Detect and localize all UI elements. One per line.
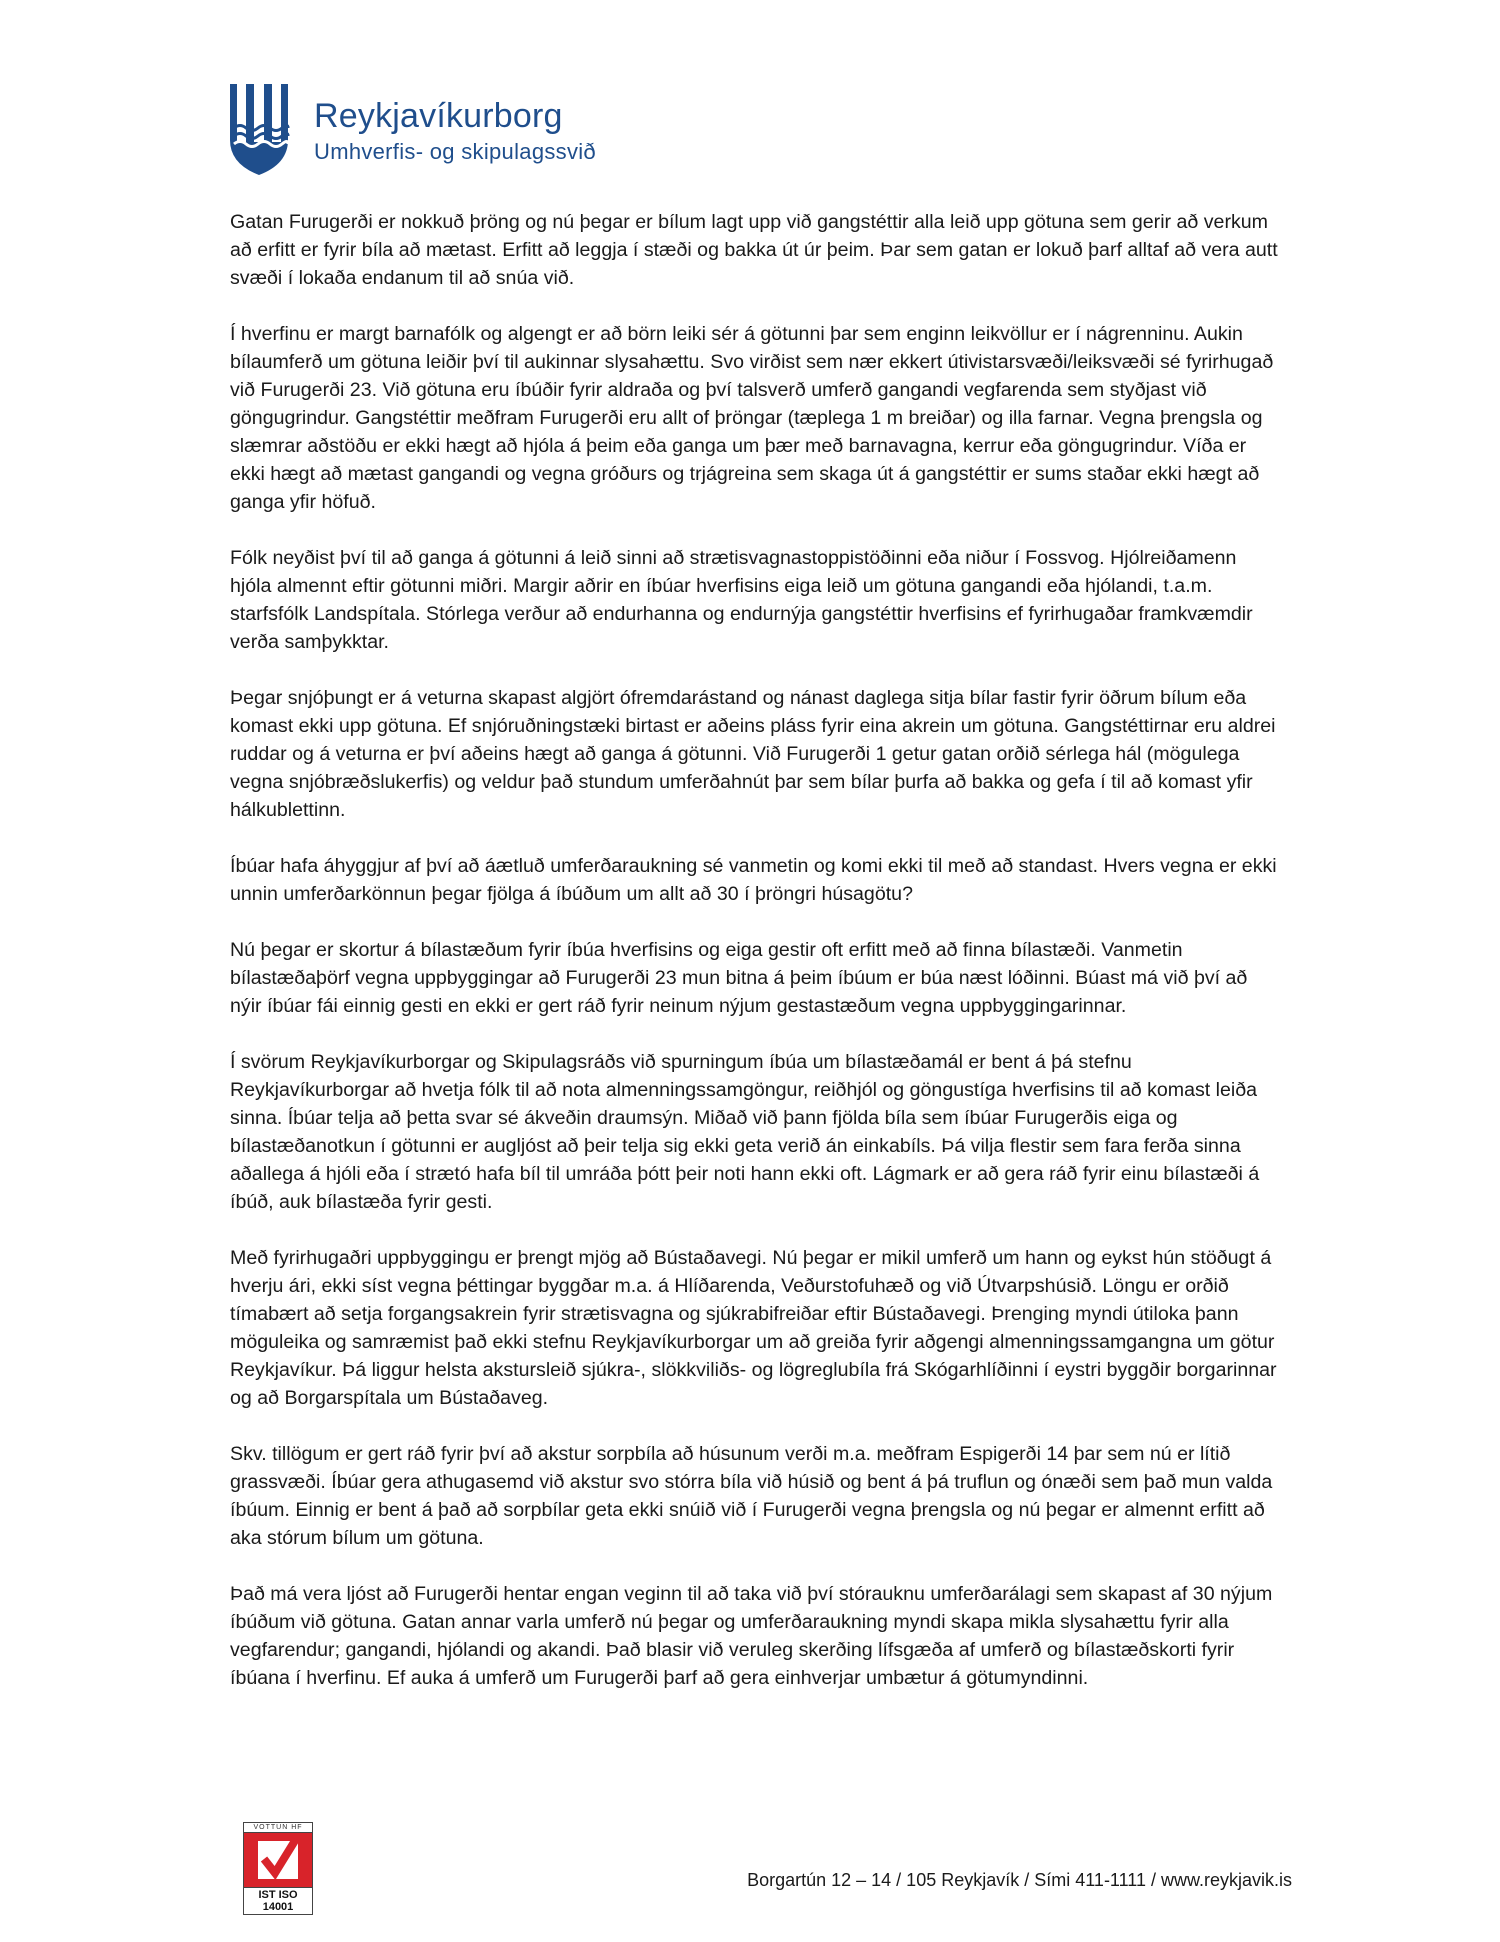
paragraph: Með fyrirhugaðri uppbyggingu er þrengt mjög að Bústaðavegi. Nú þegar er mikil umferð um hann og eykst hún stöðugt á hverju ári, ekki síst vegna þéttingar byggðar m.a. á Hlíðarenda, Veðurstofuhæð og við Útvarpshúsið. Löngu er orðið tímabært að setja forgangsakrein fyrir strætisvagna og sjúkrabifreiðar eftir Bústaðavegi. Þrenging myndi útiloka þann möguleika og samræmist það ekki stefnu Reykjavíkurborgar um að greiða fyrir aðgengi almenningssamgangna um götur Reykjavíkur. Þá liggur helsta akstursleið sjúkra-, slökkviliðs- og lögreglubíla frá Skógarhlíðinni í eystri byggðir borgarinnar og að Borgarspítala um Bústaðaveg.	[230, 1247, 1277, 1409]
paragraph: Gatan Furugerði er nokkuð þröng og nú þegar er bílum lagt upp við gangstéttir alla leið upp götuna sem gerir að verkum að erfitt er fyrir bíla að mætast. Erfitt að leggja í stæði og bakka út úr þeim. Þar sem gatan er lokuð þarf alltaf að vera autt svæði í lokaða endanum til að snúa við.	[230, 211, 1278, 289]
paragraph: Nú þegar er skortur á bílastæðum fyrir íbúa hverfisins og eiga gestir oft erfitt með að finna bílastæði. Vanmetin bílastæðaþörf vegna uppbyggingar að Furugerði 23 mun bitna á þeim íbúum er búa næst lóðinni. Búast má við því að nýir íbúar fái einnig gesti en ekki er gert ráð fyrir neinum nýjum gestastæðum vegna uppbyggingarinnar.	[230, 939, 1248, 1017]
department-name: Umhverfis- og skipulagssvið	[314, 139, 596, 164]
reykjavik-crest-icon	[228, 82, 290, 177]
paragraph: Í svörum Reykjavíkurborgar og Skipulagsráðs við spurningum íbúa um bílastæðamál er bent á þá stefnu Reykjavíkurborgar að hvetja fólk til að nota almenningssamgöngur, reiðhjól og göngustíga hverfisins til að komast leiða sinna. Íbúar telja að þetta svar sé ákveðin draumsýn. Miðað við þann fjölda bíla sem íbúar Furugerðis eiga og bílastæðanotkun í götunni er augljóst að þeir telja sig ekki geta verið án einkabíls. Þá vilja flestir sem fara ferða sinna aðallega á hjóli eða í strætó hafa bíl til umráða þótt þeir noti hann ekki oft. Lágmark er að gera ráð fyrir einu bílastæði á íbúð, auk bílastæða fyrir gesti.	[230, 1051, 1260, 1213]
footer-address: Borgartún 12 – 14 / 105 Reykjavík / Sími 411-1111 / www.reykjavik.is	[747, 1870, 1292, 1890]
brand-text	[314, 96, 596, 166]
paragraph: Skv. tillögum er gert ráð fyrir því að akstur sorpbíla að húsunum verði m.a. meðfram Espigerði 14 þar sem nú er lítið grassvæði. Íbúar gera athugasemd við akstur svo stórra bíla við húsið og bent á þá truflun og ónæði sem það mun valda íbúum. Einnig er bent á það að sorpbílar geta ekki snúið við í Furugerði vegna þrengsla og nú þegar er almennt erfitt að aka stórum bílum um götuna.	[230, 1443, 1273, 1549]
checkmark-icon	[243, 1832, 313, 1888]
paragraph: Íbúar hafa áhyggjur af því að áætluð umferðaraukning sé vanmetin og komi ekki til með að standast. Hvers vegna er ekki unnin umferðarkönnun þegar fjölga á íbúðum um allt að 30 í þröngri húsagötu?	[230, 855, 1277, 905]
paragraph: Það má vera ljóst að Furugerði hentar engan veginn til að taka við því stórauknu umferðarálagi sem skapast af 30 nýjum íbúðum við götuna. Gatan annar varla umferð nú þegar og umferðaraukning myndi skapa mikla slysahættu fyrir alla vegfarendur; gangandi, hjólandi og akandi. Það blasir við veruleg skerðing lífsgæða af umferð og bílastæðskorti fyrir íbúana í hverfinu. Ef auka á umferð um Furugerði þarf að gera einhverjar umbætur á götumyndinni.	[230, 1583, 1273, 1689]
paragraph: Í hverfinu er margt barnafólk og algengt er að börn leiki sér á götunni þar sem enginn leikvöllur er í nágrenninu. Aukin bílaumferð um götuna leiðir því til aukinnar slysahættu. Svo virðist sem nær ekkert útivistarsvæði/leiksvæði sé fyrirhugað við Furugerði 23. Við götuna eru íbúðir fyrir aldraða og því talsverð umferð gangandi vegfarenda sem styðjast við göngugrindur. Gangstéttir meðfram Furugerði eru allt of þröngar (tæplega 1 m breiðar) og illa farnar. Vegna þrengsla og slæmrar aðstöðu er ekki hægt að hjóla á þeim eða ganga um þær með barnavagna, kerrur eða göngugrindur. Víða er ekki hægt að mætast gangandi og vegna gróðurs og trjágreina sem skaga út á gangstéttir er sums staðar ekki hægt að ganga yfir höfuð.	[230, 323, 1274, 513]
org-name: Reykjavíkurborg	[314, 97, 563, 135]
letter-body	[230, 208, 1280, 1720]
paragraph: Fólk neyðist því til að ganga á götunni á leið sinni að strætisvagnastoppistöðinni eða niður í Fossvog. Hjólreiðamenn hjóla almennt eftir götunni miðri. Margir aðrir en íbúar hverfisins eiga leið um götuna gangandi eða hjólandi, t.a.m. starfsfólk Landspítala. Stórlega verður að endurhanna og endurnýja gangstéttir hverfisins ef fyrirhugaðar framkvæmdir verða samþykktar.	[230, 547, 1253, 653]
paragraph: Þegar snjóþungt er á veturna skapast algjört ófremdarástand og nánast daglega sitja bílar fastir fyrir öðrum bílum eða komast ekki upp götuna. Ef snjóruðningstæki birtast er aðeins pláss fyrir eina akrein um götuna. Gangstéttirnar eru aldrei ruddar og á veturna er því aðeins hægt að ganga á götunni. Við Furugerði 1 getur gatan orðið sérlega hál (mögulega vegna snjóbræðslukerfis) og veldur það stundum umferðahnút þar sem bílar þurfa að bakka og gefa í til að komast yfir hálkublettinn.	[230, 687, 1276, 821]
iso-certification-badge	[243, 1822, 313, 1915]
certifier-name: VOTTUN HF	[243, 1822, 313, 1832]
letterhead	[228, 82, 596, 177]
iso-standard: IST ISO 14001	[243, 1888, 313, 1915]
